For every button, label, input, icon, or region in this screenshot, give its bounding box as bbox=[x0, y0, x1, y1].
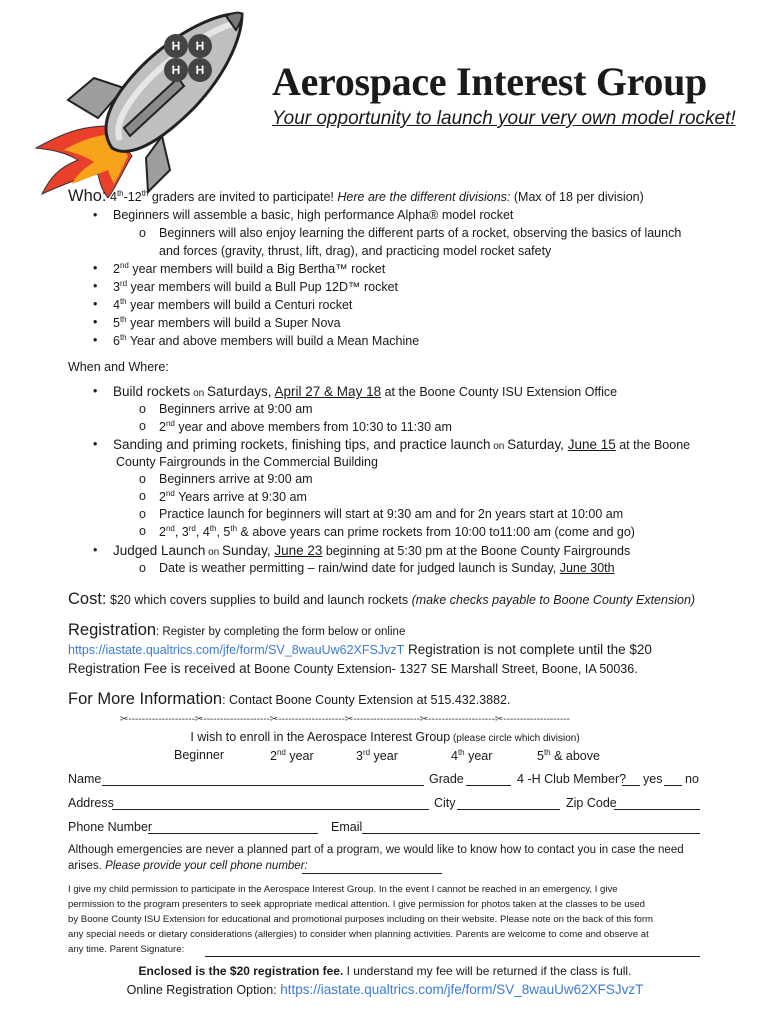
address-field[interactable] bbox=[112, 809, 429, 810]
division-6th-year bbox=[113, 333, 419, 348]
division-label: 5 bbox=[113, 316, 120, 331]
event-dates: April 27 & May 18 bbox=[274, 384, 382, 399]
option-text: & above bbox=[550, 749, 600, 764]
city-label: City bbox=[434, 796, 456, 810]
division-text: members will build a Centuri rocket bbox=[154, 298, 353, 313]
cut-line: ✂--------------------✂--------------------✂--------------------✂--------------------✂--------------------✂-------------------- bbox=[120, 714, 570, 725]
event-label: Build rockets bbox=[113, 384, 191, 399]
club-no-field[interactable] bbox=[664, 785, 682, 786]
online-line bbox=[0, 982, 770, 997]
sup: th bbox=[119, 315, 127, 324]
sup: nd bbox=[119, 261, 129, 270]
no-label: no bbox=[685, 772, 699, 786]
sup: nd bbox=[165, 489, 175, 498]
fee-text: I understand my fee will be returned if the class is full. bbox=[343, 964, 632, 978]
sub-text: 2 bbox=[159, 525, 166, 540]
club-yes-field[interactable] bbox=[622, 785, 640, 786]
info-heading: For More Information bbox=[68, 690, 223, 708]
info-text: : Contact Boone County Extension at 515.432.3882. bbox=[222, 693, 511, 707]
cost-line bbox=[68, 590, 695, 609]
sup: th bbox=[209, 524, 217, 533]
zip-field[interactable] bbox=[614, 809, 700, 810]
option-text: 5 bbox=[537, 749, 544, 764]
cost-italic: (make checks payable to Boone County Extension) bbox=[411, 593, 696, 607]
registration-address: Boone County Extension- 1327 SE Marshall Street, Boone, IA 50036. bbox=[254, 662, 638, 676]
enroll-note: (please circle which division) bbox=[450, 733, 580, 744]
division-text: members will build a Bull Pup 12D™ rocket bbox=[154, 280, 399, 295]
division-label: Year and above bbox=[126, 334, 217, 349]
when-heading: When and Where: bbox=[68, 360, 169, 374]
registration-note: Registration is not complete until the $20 bbox=[404, 642, 652, 657]
registration-line bbox=[68, 621, 405, 640]
sup: nd bbox=[276, 748, 286, 757]
sup: th bbox=[116, 188, 124, 198]
beginners-sub: o Beginners will also enjoy learning the different parts of a rocket, observing the basics of launch bbox=[159, 226, 681, 240]
division-text: members will build a Super Nova bbox=[154, 316, 341, 331]
division-beginners bbox=[113, 208, 513, 222]
grade-field[interactable] bbox=[466, 785, 511, 786]
registration-fee-line bbox=[68, 661, 638, 676]
option-text: year bbox=[370, 749, 398, 764]
division-text: members will build a Big Bertha™ rocket bbox=[156, 262, 386, 277]
online-registration-link[interactable]: https://iastate.qualtrics.com/jfe/form/SV_8wauUw62XFSJvzT bbox=[280, 982, 644, 997]
division-label: 4 bbox=[113, 298, 120, 313]
division-2nd-year bbox=[113, 261, 385, 276]
event-dates: June 23 bbox=[274, 543, 323, 558]
emergency-text: arises. bbox=[68, 860, 106, 872]
page-title: Aerospace Interest Group bbox=[272, 59, 707, 104]
event-on: on bbox=[205, 547, 223, 558]
sup: th bbox=[119, 297, 127, 306]
who-intro bbox=[68, 187, 644, 206]
clover-letter: H bbox=[195, 63, 205, 77]
cost-heading: Cost: bbox=[68, 590, 107, 608]
sanding-sub-4 bbox=[159, 524, 635, 539]
event-text: at the Boone bbox=[615, 438, 691, 452]
event-label: Judged Launch bbox=[113, 543, 206, 558]
sup: th bbox=[230, 524, 238, 533]
emergency-text-1: Although emergencies are never a planned part of a program, we would like to know how to contact you in case the need bbox=[68, 844, 684, 856]
sub-text: Date is weather permitting – rain/wind date for judged launch is Sunday, bbox=[159, 561, 560, 575]
sanding-sub-3: o Practice launch for beginners will start at 9:30 am and for 2n years start at 10:00 am bbox=[159, 507, 623, 521]
online-label: Online Registration Option: bbox=[126, 983, 281, 997]
sub-text: year and above members from 10:30 to 11:30 am bbox=[174, 420, 452, 435]
name-label: Name bbox=[68, 772, 102, 786]
option-text: 3 bbox=[356, 749, 363, 764]
who-heading: Who: bbox=[68, 187, 107, 205]
option-text: year bbox=[285, 749, 314, 764]
sub-text: , 3 bbox=[174, 525, 189, 540]
division-5th-year bbox=[113, 315, 341, 330]
sup: th bbox=[141, 188, 149, 198]
division-label: 6 bbox=[113, 334, 120, 349]
division-label: Beginners bbox=[113, 208, 170, 222]
who-text: (Max of 18 per division) bbox=[510, 190, 644, 204]
sanding-sub-2 bbox=[159, 489, 307, 504]
city-field[interactable] bbox=[457, 809, 560, 810]
sub-text: , 5 bbox=[216, 525, 231, 540]
build-sub-1: o Beginners arrive at 9:00 am bbox=[159, 402, 313, 416]
division-option-3rd[interactable] bbox=[356, 748, 398, 763]
enroll-text: I wish to enroll in the Aerospace Interest Group bbox=[190, 730, 451, 744]
event-label: Sanding and priming rockets, finishing tips, and practice launch bbox=[113, 437, 491, 452]
page-subtitle: Your opportunity to launch your very own model rocket! bbox=[272, 108, 736, 129]
event-days: Saturdays, bbox=[206, 384, 275, 399]
grade-label: Grade bbox=[429, 772, 464, 786]
event-days: Sunday, bbox=[222, 543, 275, 558]
build-sub-2 bbox=[159, 419, 452, 434]
clover-letter: H bbox=[171, 39, 181, 53]
cell-phone-field[interactable] bbox=[302, 873, 442, 874]
division-option-beginner[interactable]: Beginner bbox=[174, 748, 225, 762]
sup: rd bbox=[362, 748, 371, 757]
consent-text-5: any time. Parent Signature: bbox=[68, 944, 185, 955]
fee-bold: Enclosed is the $20 registration fee. bbox=[138, 964, 344, 978]
rain-date: June 30th bbox=[559, 561, 615, 575]
email-field[interactable] bbox=[362, 833, 700, 834]
consent-text-2: permission to the program presenters to seek appropriate medical attention. I give permission for photos taken at the classes to be used bbox=[68, 899, 646, 910]
sup: rd bbox=[119, 279, 128, 288]
who-text: -12 bbox=[123, 190, 142, 204]
division-label: year bbox=[127, 280, 155, 295]
emergency-text-2 bbox=[68, 860, 308, 872]
sub-text: Years arrive at 9:30 am bbox=[174, 490, 307, 505]
enroll-line bbox=[0, 730, 770, 744]
address-label: Address bbox=[68, 796, 114, 810]
build-rockets-item bbox=[113, 384, 617, 399]
clover-letter: H bbox=[171, 63, 181, 77]
consent-text-4: any special needs or dietary considerations (allergies) to consider when planning activities. Parents are welcome to come and observe at bbox=[68, 929, 649, 940]
sub-text: & above years can prime rockets from 10:00 to11:00 am (come and go) bbox=[237, 525, 635, 540]
event-dates: June 15 bbox=[567, 437, 616, 452]
who-italic: Here are the different divisions: bbox=[337, 190, 511, 204]
consent-text-3: by Boone County ISU Extension for educational and promotional purposes including on their website. Please note on the back of this form bbox=[68, 914, 654, 925]
division-label: 2 bbox=[113, 262, 120, 277]
event-text: at the Boone County ISU Extension Office bbox=[381, 385, 618, 399]
sup: th bbox=[119, 333, 127, 342]
division-4th-year bbox=[113, 297, 352, 312]
division-option-5th[interactable] bbox=[537, 748, 600, 763]
division-label: year bbox=[126, 298, 155, 313]
registration-text: : Register by completing the form below or online bbox=[156, 626, 406, 638]
division-label: year bbox=[128, 262, 157, 277]
clover-letter: H bbox=[195, 39, 205, 53]
beginners-sub-cont: and forces (gravity, thrust, lift, drag), and practicing model rocket safety bbox=[159, 244, 552, 258]
registration-note: Registration Fee is received at bbox=[68, 661, 255, 676]
signature-field[interactable] bbox=[205, 956, 700, 957]
phone-field[interactable] bbox=[148, 833, 318, 834]
sup: nd bbox=[165, 524, 175, 533]
option-text: 2 bbox=[270, 749, 277, 764]
option-text: 4 bbox=[451, 749, 458, 764]
sub-text: 2 bbox=[159, 420, 166, 435]
sub-text: , 4 bbox=[195, 525, 210, 540]
event-on: on bbox=[490, 441, 508, 452]
fee-line bbox=[0, 964, 770, 978]
rocket-illustration bbox=[28, 8, 268, 198]
event-text: beginning at 5:30 pm at the Boone County Fairgrounds bbox=[322, 544, 631, 558]
sanding-sub-1: o Beginners arrive at 9:00 am bbox=[159, 472, 313, 486]
sup: th bbox=[543, 748, 551, 757]
sanding-item bbox=[113, 437, 690, 452]
sup: rd bbox=[188, 524, 196, 533]
judged-launch-item bbox=[113, 543, 630, 558]
division-3rd-year bbox=[113, 279, 398, 294]
club-label: 4 -H Club Member? bbox=[517, 772, 627, 786]
email-label: Email bbox=[331, 820, 363, 834]
name-field[interactable] bbox=[102, 785, 424, 786]
judged-sub-1 bbox=[159, 561, 615, 575]
phone-label: Phone Number bbox=[68, 820, 153, 834]
info-line bbox=[68, 690, 510, 709]
sup: th bbox=[457, 748, 465, 757]
cost-text: $20 which covers supplies to build and launch rockets bbox=[106, 593, 412, 607]
consent-text-1: I give my child permission to participate in the Aerospace Interest Group. In the event I cannot be reached in an emergency, I give bbox=[68, 884, 618, 895]
event-on: on bbox=[190, 388, 207, 399]
division-text: will assemble a basic, high performance Alpha® model rocket bbox=[169, 208, 514, 222]
yes-label: yes bbox=[643, 772, 663, 786]
sup: nd bbox=[165, 419, 175, 428]
division-option-4th[interactable] bbox=[451, 748, 492, 763]
division-text: members will build a Mean Machine bbox=[217, 334, 420, 349]
registration-url-line bbox=[68, 642, 652, 657]
who-text: graders are invited to participate! bbox=[148, 190, 338, 204]
division-label: 3 bbox=[113, 280, 120, 295]
registration-heading: Registration bbox=[68, 621, 157, 639]
registration-link[interactable]: https://iastate.qualtrics.com/jfe/form/SV_8wauUw62XFSJvzT bbox=[68, 643, 405, 657]
division-option-2nd[interactable] bbox=[270, 748, 314, 763]
emergency-italic: Please provide your cell phone number: bbox=[105, 860, 308, 872]
sanding-cont: County Fairgrounds in the Commercial Building bbox=[116, 455, 378, 469]
sub-text: 2 bbox=[159, 490, 166, 505]
who-text: 4 bbox=[110, 190, 117, 204]
option-text: year bbox=[464, 749, 493, 764]
division-label: year bbox=[126, 316, 155, 331]
zip-label: Zip Code bbox=[566, 796, 617, 810]
event-days: Saturday, bbox=[507, 437, 568, 452]
